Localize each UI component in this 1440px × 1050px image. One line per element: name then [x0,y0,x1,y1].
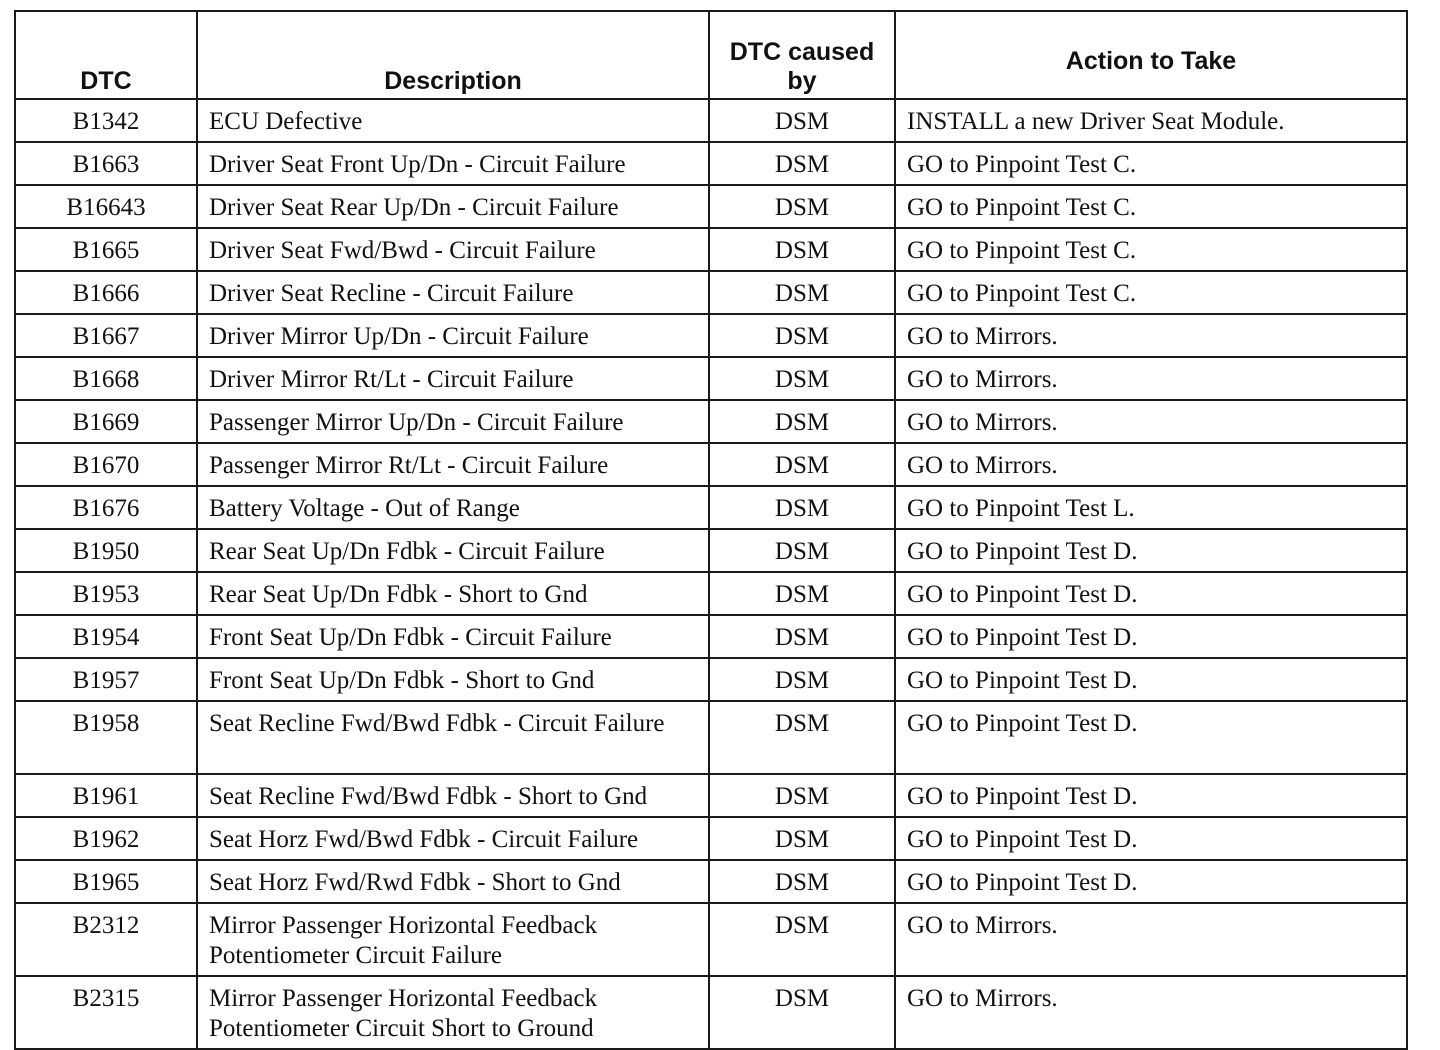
dtc-description: Rear Seat Up/Dn Fdbk - Short to Gnd [197,572,709,615]
dtc-code: B1667 [15,314,197,357]
dtc-caused-by: DSM [709,860,895,903]
dtc-action: GO to Pinpoint Test D. [895,658,1407,701]
table-row [15,529,1407,572]
dtc-description: Passenger Mirror Rt/Lt - Circuit Failure [197,443,709,486]
dtc-caused-by: DSM [709,903,895,976]
dtc-caused-by: DSM [709,572,895,615]
dtc-code: B1953 [15,572,197,615]
dtc-description: Driver Seat Recline - Circuit Failure [197,271,709,314]
dtc-table [14,10,1408,1050]
dtc-action: GO to Pinpoint Test D. [895,817,1407,860]
dtc-caused-by: DSM [709,701,895,774]
dtc-description: Front Seat Up/Dn Fdbk - Short to Gnd [197,658,709,701]
dtc-description: Driver Seat Fwd/Bwd - Circuit Failure [197,228,709,271]
dtc-description: Driver Mirror Rt/Lt - Circuit Failure [197,357,709,400]
dtc-caused-by: DSM [709,314,895,357]
dtc-code: B1666 [15,271,197,314]
dtc-description: Front Seat Up/Dn Fdbk - Circuit Failure [197,615,709,658]
table-row [15,271,1407,314]
dtc-description: Mirror Passenger Horizontal Feedback Potentiometer Circuit Short to Ground [197,976,709,1049]
dtc-caused-by: DSM [709,774,895,817]
dtc-code: B1957 [15,658,197,701]
dtc-action: GO to Pinpoint Test D. [895,860,1407,903]
dtc-description: Seat Horz Fwd/Bwd Fdbk - Circuit Failure [197,817,709,860]
dtc-action: INSTALL a new Driver Seat Module. [895,99,1407,142]
dtc-action: GO to Mirrors. [895,443,1407,486]
dtc-caused-by: DSM [709,185,895,228]
dtc-action: GO to Pinpoint Test D. [895,615,1407,658]
table-row [15,572,1407,615]
dtc-action: GO to Mirrors. [895,976,1407,1049]
dtc-action: GO to Pinpoint Test C. [895,271,1407,314]
table-row [15,185,1407,228]
dtc-description: Mirror Passenger Horizontal Feedback Potentiometer Circuit Failure [197,903,709,976]
dtc-code: B1958 [15,701,197,774]
dtc-action: GO to Pinpoint Test D. [895,701,1407,774]
dtc-code: B1954 [15,615,197,658]
header-dtc: DTC [15,11,197,99]
dtc-action: GO to Pinpoint Test C. [895,142,1407,185]
table-row [15,142,1407,185]
dtc-code: B2312 [15,903,197,976]
dtc-caused-by: DSM [709,228,895,271]
dtc-caused-by: DSM [709,400,895,443]
table-row [15,903,1407,976]
table-row [15,615,1407,658]
table-row [15,400,1407,443]
table-row [15,817,1407,860]
dtc-action: GO to Mirrors. [895,314,1407,357]
dtc-action: GO to Mirrors. [895,357,1407,400]
dtc-action: GO to Mirrors. [895,903,1407,976]
table-row [15,228,1407,271]
dtc-code: B16643 [15,185,197,228]
dtc-caused-by: DSM [709,486,895,529]
table-row [15,860,1407,903]
dtc-code: B1663 [15,142,197,185]
dtc-code: B1950 [15,529,197,572]
dtc-caused-by: DSM [709,817,895,860]
dtc-caused-by: DSM [709,271,895,314]
dtc-code: B1965 [15,860,197,903]
dtc-description: Seat Recline Fwd/Bwd Fdbk - Circuit Failure [197,701,709,774]
dtc-action: GO to Pinpoint Test L. [895,486,1407,529]
dtc-description: Driver Seat Front Up/Dn - Circuit Failure [197,142,709,185]
dtc-action: GO to Mirrors. [895,400,1407,443]
table-row [15,701,1407,774]
table-row [15,314,1407,357]
dtc-action: GO to Pinpoint Test D. [895,572,1407,615]
dtc-description: Battery Voltage - Out of Range [197,486,709,529]
dtc-code: B1670 [15,443,197,486]
dtc-description: Passenger Mirror Up/Dn - Circuit Failure [197,400,709,443]
table-row [15,357,1407,400]
dtc-action: GO to Pinpoint Test D. [895,529,1407,572]
dtc-caused-by: DSM [709,529,895,572]
dtc-description: Seat Horz Fwd/Rwd Fdbk - Short to Gnd [197,860,709,903]
dtc-caused-by: DSM [709,357,895,400]
header-action: Action to Take [895,11,1407,99]
dtc-code: B1342 [15,99,197,142]
table-row [15,774,1407,817]
dtc-caused-by: DSM [709,658,895,701]
dtc-action: GO to Pinpoint Test C. [895,185,1407,228]
dtc-description: Rear Seat Up/Dn Fdbk - Circuit Failure [197,529,709,572]
dtc-code: B1665 [15,228,197,271]
dtc-description: ECU Defective [197,99,709,142]
table-body [15,99,1407,1049]
dtc-code: B2315 [15,976,197,1049]
dtc-code: B1962 [15,817,197,860]
dtc-caused-by: DSM [709,615,895,658]
table-header [15,11,1407,99]
dtc-caused-by: DSM [709,99,895,142]
header-caused-by: DTC caused by [709,11,895,99]
header-description: Description [197,11,709,99]
dtc-action: GO to Pinpoint Test C. [895,228,1407,271]
table-row [15,486,1407,529]
header-row [15,11,1407,99]
dtc-description: Driver Seat Rear Up/Dn - Circuit Failure [197,185,709,228]
dtc-caused-by: DSM [709,443,895,486]
table-row [15,99,1407,142]
dtc-code: B1668 [15,357,197,400]
dtc-action: GO to Pinpoint Test D. [895,774,1407,817]
dtc-code: B1961 [15,774,197,817]
table-row [15,976,1407,1049]
dtc-code: B1669 [15,400,197,443]
dtc-description: Seat Recline Fwd/Bwd Fdbk - Short to Gnd [197,774,709,817]
table-row [15,658,1407,701]
dtc-description: Driver Mirror Up/Dn - Circuit Failure [197,314,709,357]
dtc-code: B1676 [15,486,197,529]
dtc-caused-by: DSM [709,142,895,185]
dtc-caused-by: DSM [709,976,895,1049]
table-row [15,443,1407,486]
